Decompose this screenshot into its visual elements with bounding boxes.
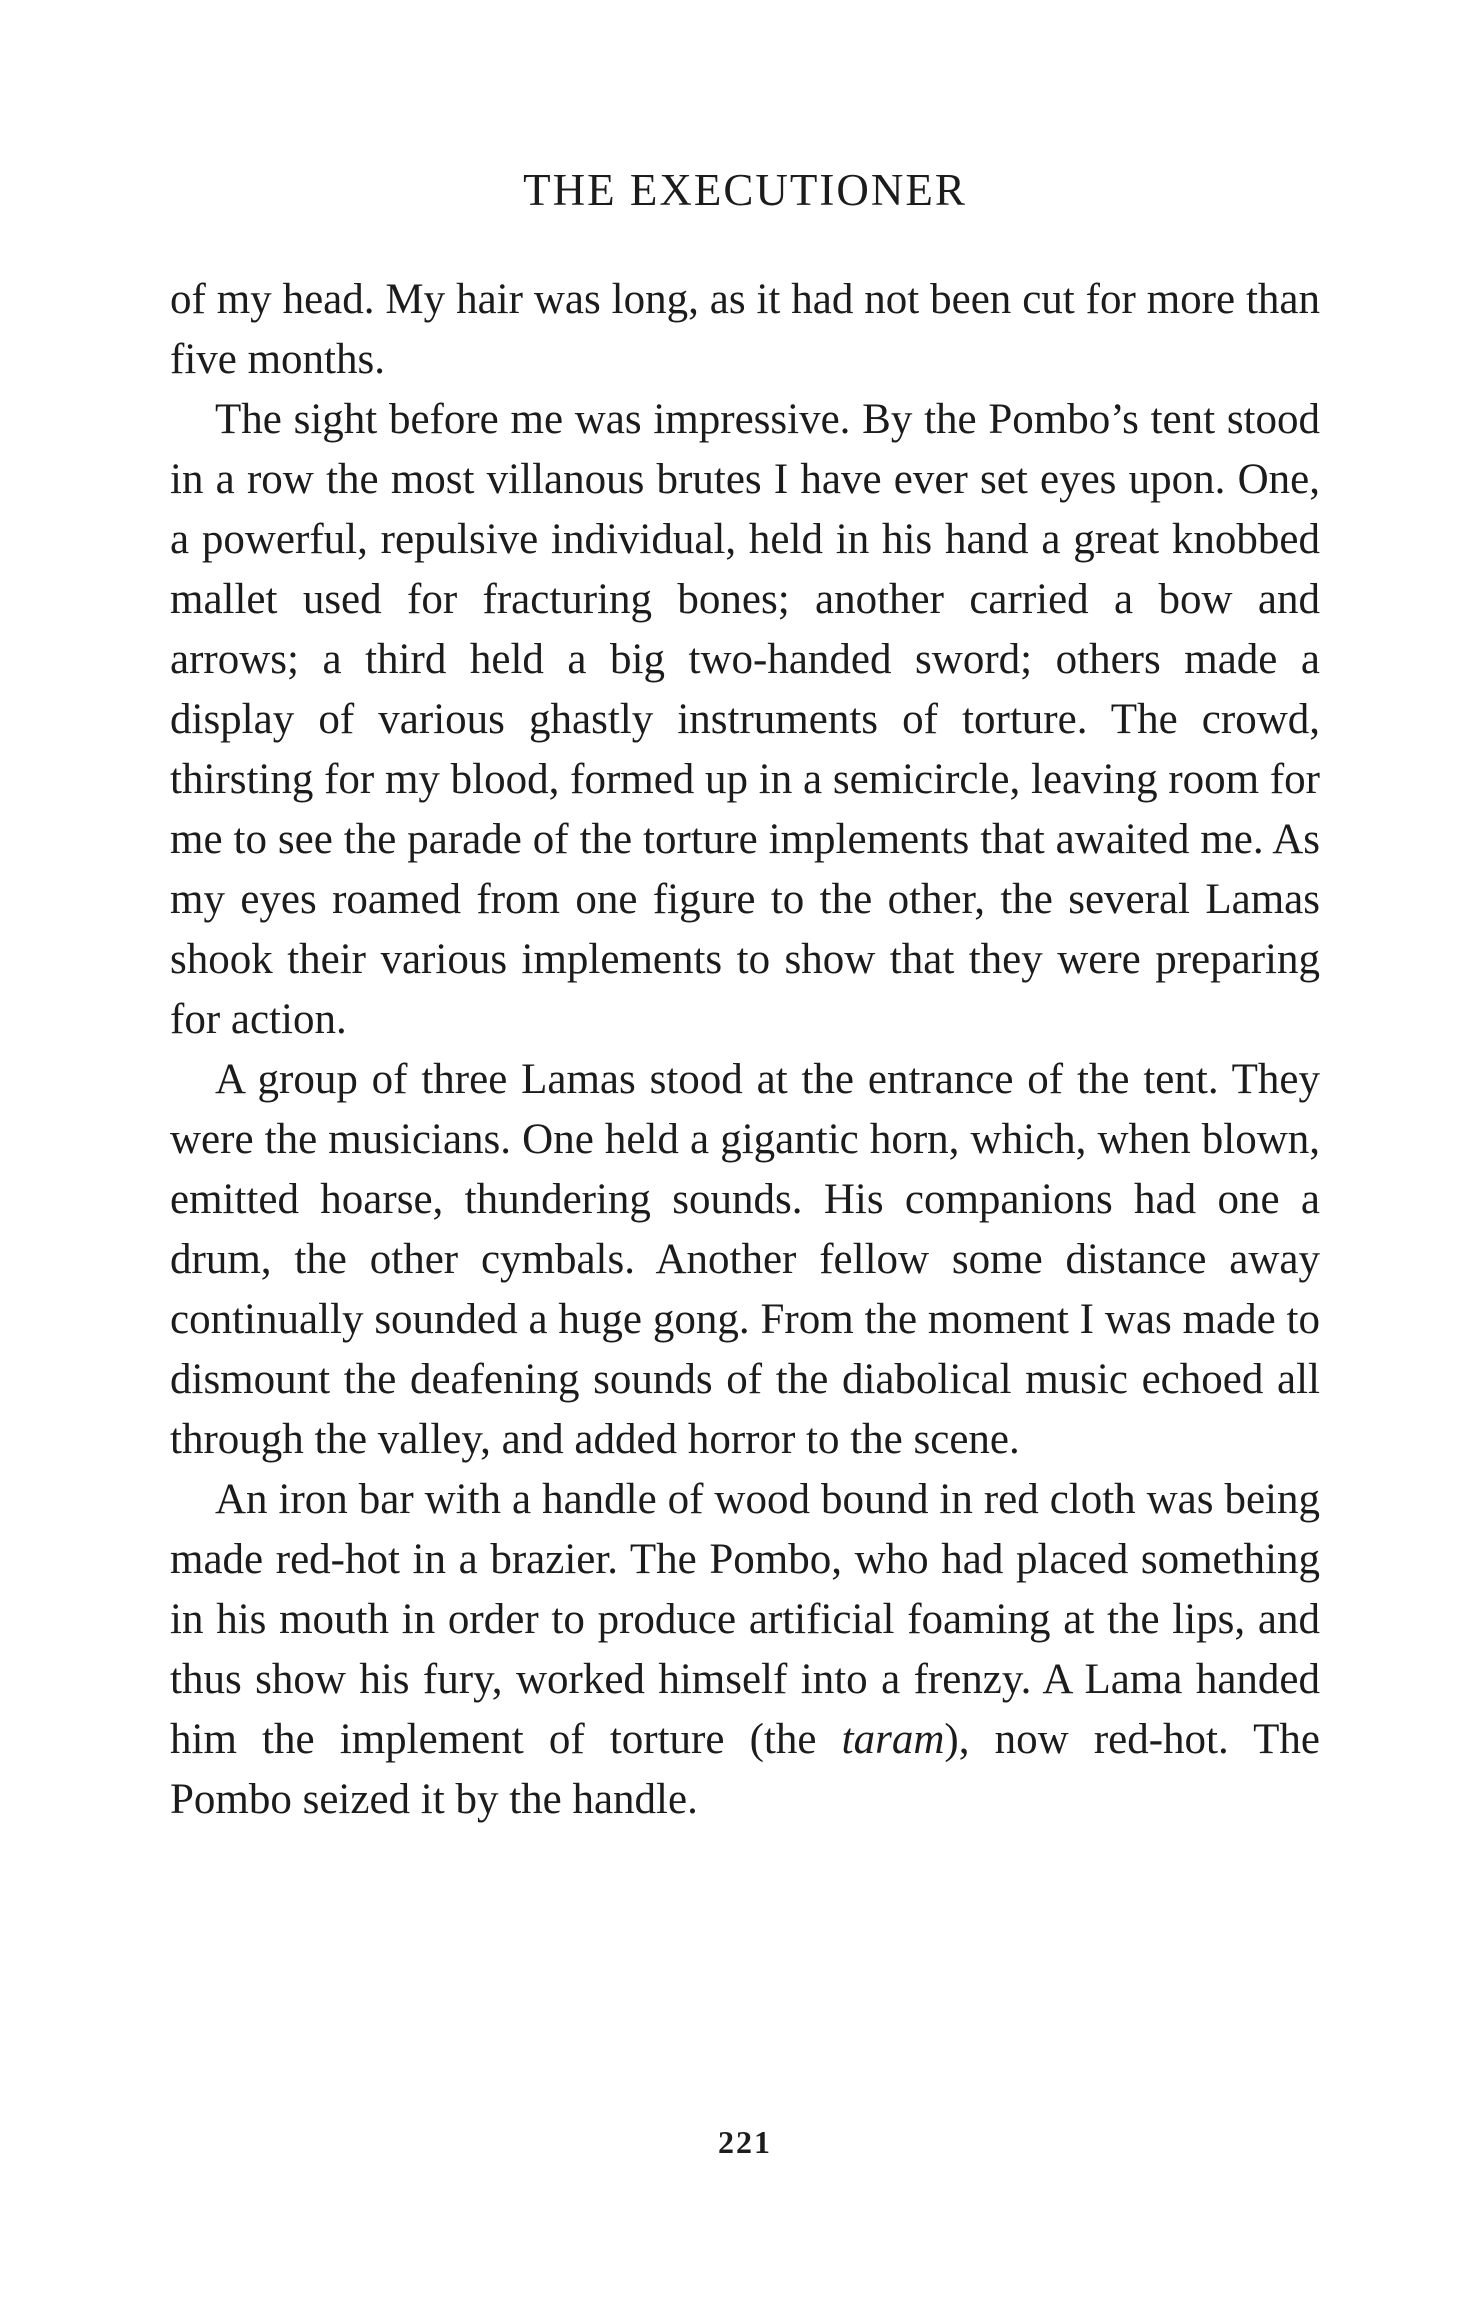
- italic-word-taram: taram: [841, 1716, 945, 1763]
- paragraph-torture-implements: The sight before me was impressive. By the Pombo’s tent stood in a row the most villanous brutes I have ever set eyes upon. One, a powerful, repulsive individual, held in his hand a great knobbed mallet used for fracturing bones; another carried a bow and arrows; a third held a big two-handed sword; others made a display of various ghastly instruments of torture. The crowd, thirsting for my blood, formed up in a semicircle, leaving room for me to see the parade of the torture implements that awaited me. As my eyes roamed from one figure to the other, the several Lamas shook their various implements to show that they were preparing for action.: [170, 396, 1320, 1043]
- paragraph-iron-bar-text-end: ), now red-hot. The Pombo seized it by the handle.: [170, 1716, 1320, 1823]
- paragraph-continuation: of my head. My hair was long, as it had not been cut for more than five months.: [170, 276, 1320, 383]
- paragraph-iron-bar: [170, 1470, 1320, 1830]
- paragraph-iron-bar-text-start: An iron bar with a handle of wood bound in red cloth was being made red-hot in a brazier. The Pombo, who had placed something in his mouth in order to produce artificial foaming at the lips, and thus show his fury, worked himself into a frenzy. A Lama handed him the implement of torture (the: [170, 1476, 1320, 1763]
- page-number: 221: [718, 2124, 772, 2160]
- body-text: [170, 270, 1320, 1830]
- running-head: THE EXECUTIONER: [523, 165, 967, 215]
- paragraph-musicians: A group of three Lamas stood at the entrance of the tent. They were the musicians. One held a gigantic horn, which, when blown, emitted hoarse, thundering sounds. His companions had one a drum, the other cymbals. Another fellow some distance away continually sounded a huge gong. From the moment I was made to dismount the deafening sounds of the diabolical music echoed all through the valley, and added horror to the scene.: [170, 1056, 1320, 1463]
